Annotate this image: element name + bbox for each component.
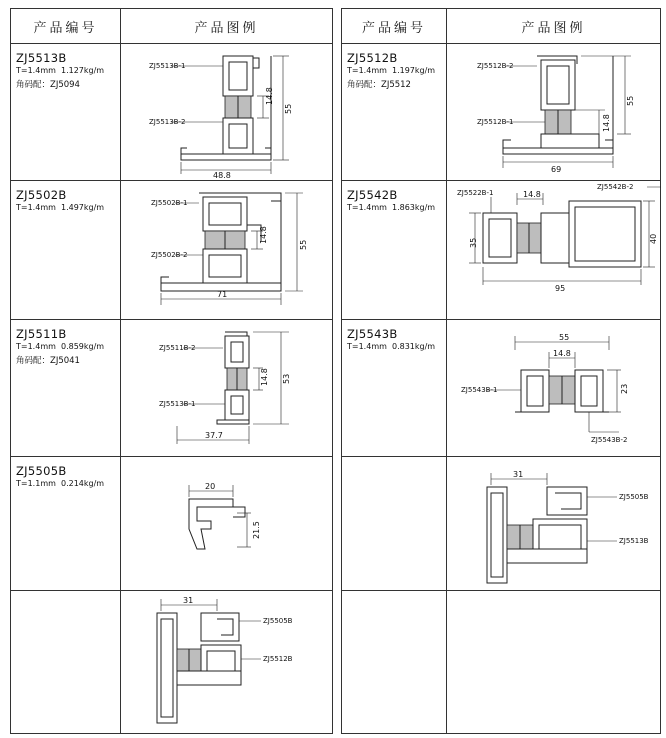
product-spec: T=1.4mm 0.859kg/m	[16, 342, 105, 351]
header-figure: 产品图例	[447, 9, 661, 44]
table-row	[11, 457, 333, 591]
profile-drawing-zj5543b	[447, 320, 661, 456]
dimension: 55	[559, 333, 570, 342]
product-info	[342, 320, 447, 457]
part-label: ZJ5522B-1	[457, 189, 494, 197]
dimension: 20	[205, 482, 216, 491]
table-row	[342, 320, 661, 457]
dimension: 40	[649, 233, 658, 244]
product-code: ZJ5502B	[16, 188, 67, 202]
product-figure	[121, 457, 333, 591]
product-info	[342, 44, 447, 181]
dimension: 71	[217, 290, 228, 299]
part-label: ZJ5543B-1	[461, 386, 498, 394]
product-spec: T=1.1mm 0.214kg/m	[16, 479, 105, 488]
left-product-table	[10, 8, 333, 734]
product-spec: T=1.4mm 1.197kg/m	[347, 66, 436, 75]
part-label: ZJ5513B	[619, 537, 649, 545]
header-figure: 产品图例	[121, 9, 333, 44]
part-label: ZJ5513B-1	[149, 62, 186, 70]
dimension: 35	[469, 237, 478, 248]
product-info	[342, 457, 447, 591]
part-label: ZJ5502B-1	[151, 199, 188, 207]
dimension: 48.8	[213, 171, 231, 180]
corner-code: 角码配：ZJ5041	[16, 356, 80, 366]
part-label: ZJ5511B-2	[159, 344, 196, 352]
part-label: ZJ5512B-1	[477, 118, 514, 126]
dimension: 53	[282, 373, 291, 384]
assembly-drawing-left	[121, 591, 333, 733]
product-info	[11, 320, 121, 457]
dimension: 69	[551, 165, 562, 174]
product-code: ZJ5511B	[16, 327, 67, 341]
product-code: ZJ5512B	[347, 51, 398, 65]
dimension: 14.8	[260, 368, 269, 386]
part-label: ZJ5543B-2	[591, 436, 628, 444]
part-label: ZJ5512B-2	[477, 62, 514, 70]
dimension: 55	[284, 103, 293, 114]
part-label: ZJ5513B-1	[159, 400, 196, 408]
table-row	[342, 591, 661, 734]
product-spec: T=1.4mm 1.497kg/m	[16, 203, 105, 212]
profile-drawing-zj5511b	[121, 320, 333, 456]
dimension: 95	[555, 284, 566, 293]
table-row	[342, 457, 661, 591]
product-figure	[447, 320, 661, 457]
product-figure	[121, 320, 333, 457]
product-info	[11, 181, 121, 320]
profile-drawing-zj5513b	[121, 44, 333, 180]
product-figure	[121, 181, 333, 320]
header-code: 产品编号	[342, 9, 447, 44]
profile-drawing-zj5502b	[121, 181, 333, 319]
product-spec: T=1.4mm 0.831kg/m	[347, 342, 436, 351]
dimension: 31	[183, 596, 194, 605]
dimension: 14.8	[523, 190, 541, 199]
corner-code: 角码配：ZJ5094	[16, 80, 80, 90]
table-row	[11, 591, 333, 734]
header-code: 产品编号	[11, 9, 121, 44]
product-info	[11, 457, 121, 591]
table-row	[11, 320, 333, 457]
part-label: ZJ5542B-2	[597, 183, 634, 191]
dimension: 31	[513, 470, 524, 479]
table-row	[11, 181, 333, 320]
product-info	[342, 181, 447, 320]
dimension: 21.5	[252, 521, 261, 539]
part-label: ZJ5505B	[263, 617, 293, 625]
dimension: 14.8	[553, 349, 571, 358]
product-code: ZJ5513B	[16, 51, 67, 65]
dimension: 37.7	[205, 431, 223, 440]
right-product-table	[341, 8, 661, 734]
product-figure	[447, 591, 661, 734]
product-figure	[447, 457, 661, 591]
table-row	[342, 181, 661, 320]
table-row	[342, 44, 661, 181]
dimension: 55	[626, 95, 635, 106]
product-info	[342, 591, 447, 734]
product-figure	[447, 181, 661, 320]
product-spec: T=1.4mm 1.127kg/m	[16, 66, 105, 75]
product-code: ZJ5505B	[16, 464, 67, 478]
product-code: ZJ5542B	[347, 188, 398, 202]
part-label: ZJ5512B	[263, 655, 293, 663]
corner-code: 角码配：ZJ5512	[347, 80, 411, 90]
part-label: ZJ5513B-2	[149, 118, 186, 126]
dimension: 23	[620, 383, 629, 394]
part-label: ZJ5502B-2	[151, 251, 188, 259]
product-figure	[447, 44, 661, 181]
product-figure	[121, 591, 333, 734]
product-spec: T=1.4mm 1.863kg/m	[347, 203, 436, 212]
product-info	[11, 591, 121, 734]
dimension: 14.8	[259, 226, 268, 244]
product-code: ZJ5543B	[347, 327, 398, 341]
profile-drawing-zj5542b	[447, 181, 661, 319]
profile-drawing-zj5505b	[121, 457, 333, 590]
part-label: ZJ5505B	[619, 493, 649, 501]
product-info	[11, 44, 121, 181]
profile-drawing-zj5512b	[447, 44, 661, 180]
dimension: 14.8	[265, 87, 274, 105]
table-row	[11, 44, 333, 181]
product-figure	[121, 44, 333, 181]
dimension: 55	[299, 239, 308, 250]
dimension: 14.8	[602, 114, 611, 132]
assembly-drawing-right	[447, 457, 661, 590]
